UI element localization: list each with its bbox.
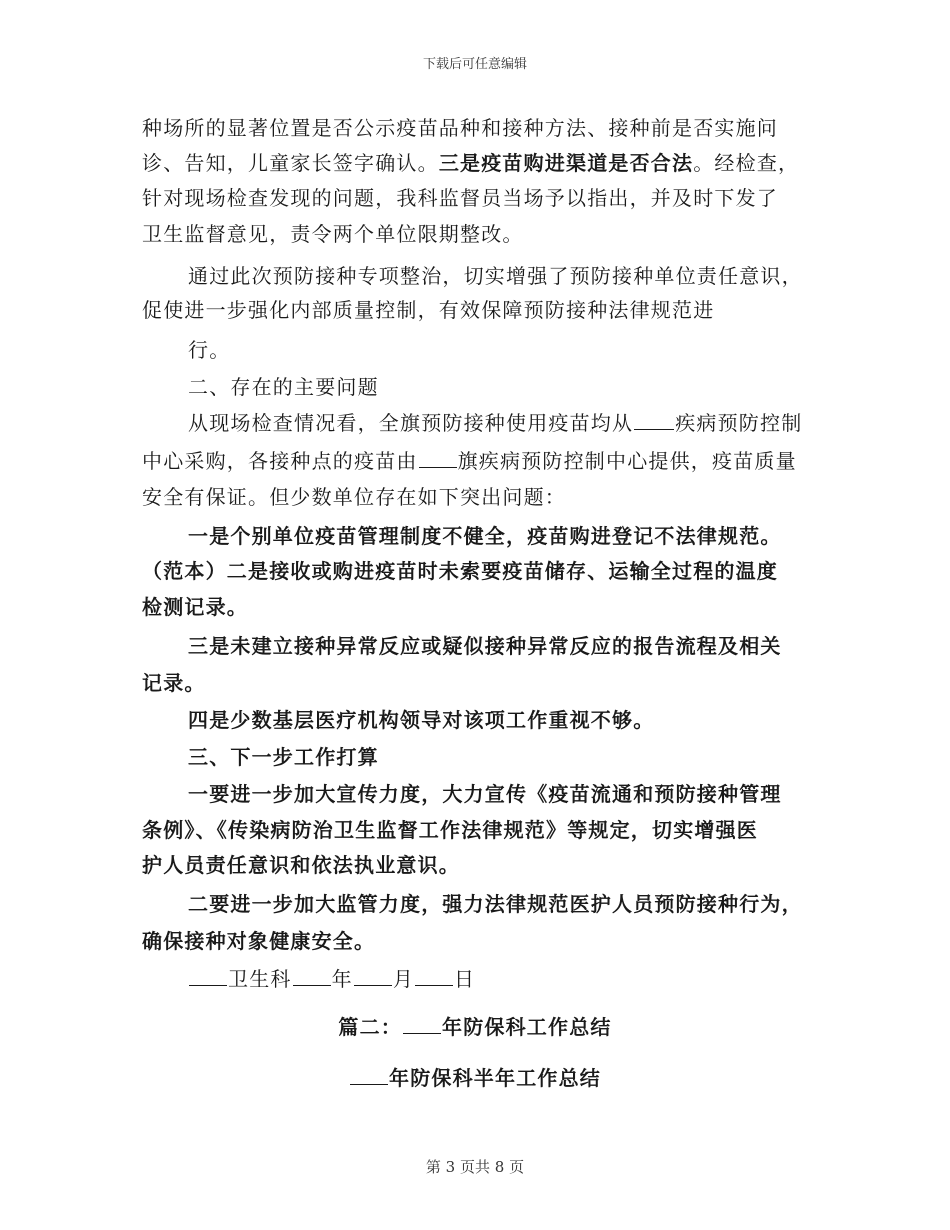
text-span: 诊、告知，儿童家长签字确认。 bbox=[142, 151, 439, 175]
blank-field bbox=[293, 983, 331, 986]
paragraph-line: 三是未建立接种异常反应或疑似接种异常反应的报告流程及相关 bbox=[188, 634, 782, 658]
paragraph-line: 一是个别单位疫苗管理制度不健全，疫苗购进登记不法律规范。 bbox=[188, 524, 782, 548]
paragraph-line: 行。 bbox=[188, 338, 231, 362]
signature-day: 日 bbox=[454, 967, 476, 991]
text-span: 。经检查， bbox=[693, 151, 800, 175]
signature-line bbox=[188, 969, 888, 989]
bold-text-span: 三是疫苗购进渠道是否合法 bbox=[438, 151, 694, 175]
document-subtitle bbox=[0, 1068, 950, 1088]
section-heading: 三、下一步工作打算 bbox=[188, 745, 379, 769]
blank-field bbox=[354, 983, 392, 986]
paragraph-line bbox=[142, 153, 842, 173]
signature-month: 月 bbox=[392, 967, 415, 991]
text-span: 疾病预防控制 bbox=[675, 411, 803, 435]
paragraph-line: 种场所的显著位置是否公示疫苗品种和接种方法、接种前是否实施问 bbox=[142, 116, 778, 140]
blank-field bbox=[189, 983, 227, 986]
paragraph-line: 一要进一步加大宣传力度，大力宣传《疫苗流通和预防接种管理 bbox=[188, 782, 782, 806]
signature-dept: 卫生科 bbox=[228, 967, 292, 991]
paragraph-line bbox=[188, 413, 888, 433]
paragraph-line bbox=[142, 451, 842, 471]
paragraph-line: 检测记录。 bbox=[142, 595, 248, 619]
paragraph-line: 记录。 bbox=[142, 671, 206, 695]
page-header: 下载后可任意编辑 bbox=[422, 57, 527, 72]
paragraph-line: 确保接种对象健康安全。 bbox=[142, 929, 376, 953]
blank-field bbox=[419, 465, 457, 468]
section-heading: 二、存在的主要问题 bbox=[188, 375, 379, 399]
text-span: 旗疾病预防控制中心提供，疫苗质量 bbox=[457, 449, 797, 473]
paragraph-line: 条例》、《传染病防治卫生监督工作法律规范》等规定，切实增强医 bbox=[142, 818, 758, 842]
text-span: 中心采购，各接种点的疫苗由 bbox=[142, 449, 418, 473]
blank-field bbox=[634, 427, 674, 430]
blank-field bbox=[415, 983, 453, 986]
document-title bbox=[0, 1017, 950, 1037]
paragraph-line: 促使进一步强化内部质量控制，有效保障预防接种法律规范进 bbox=[142, 298, 715, 322]
title-text: 年防保科工作总结 bbox=[442, 1015, 612, 1039]
page-footer: 第 3 页共 8 页 bbox=[425, 1158, 525, 1176]
paragraph-line: 二要进一步加大监管力度，强力法律规范医护人员预防接种行为， bbox=[188, 892, 803, 916]
paragraph-line: 通过此次预防接种专项整治，切实增强了预防接种单位责任意识， bbox=[188, 264, 803, 288]
paragraph-line: 卫生监督意见，责令两个单位限期整改。 bbox=[142, 222, 524, 246]
blank-field bbox=[350, 1082, 388, 1085]
paragraph-line: 针对现场检查发现的问题，我科监督员当场予以指出，并及时下发了 bbox=[142, 186, 778, 210]
text-span: 从现场检查情况看，全旗预防接种使用疫苗均从 bbox=[188, 411, 634, 435]
paragraph-line: 安全有保证。但少数单位存在如下突出问题： bbox=[142, 485, 566, 509]
paragraph-line: 四是少数基层医疗机构领导对该项工作重视不够。 bbox=[188, 708, 655, 732]
blank-field bbox=[403, 1031, 441, 1034]
subtitle-text: 年防保科半年工作总结 bbox=[389, 1066, 601, 1090]
paragraph-line: （范本）二是接收或购进疫苗时未索要疫苗储存、运输全过程的温度 bbox=[142, 559, 778, 583]
paragraph-line: 护人员责任意识和依法执业意识。 bbox=[142, 853, 460, 877]
signature-year: 年 bbox=[331, 967, 353, 991]
title-prefix: 篇二： bbox=[338, 1015, 402, 1039]
